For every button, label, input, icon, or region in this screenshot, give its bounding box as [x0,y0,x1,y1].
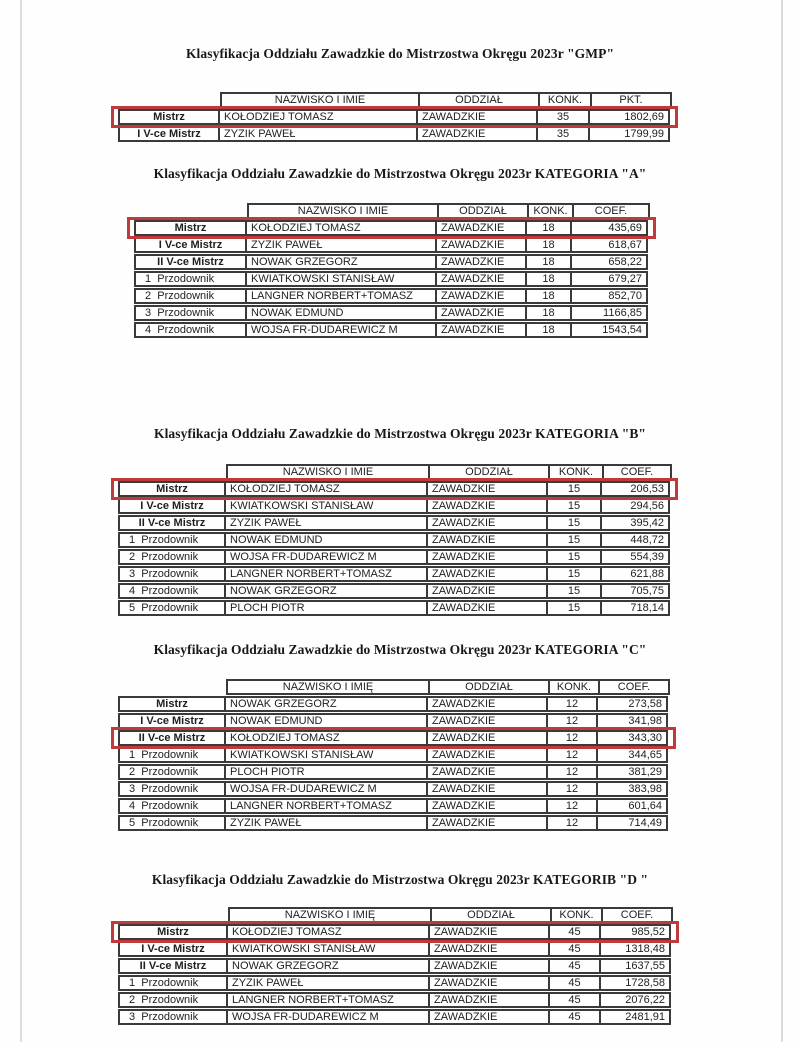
unit-cell: ZAWADZKIE [435,322,527,338]
name-cell: WOJSA FR-DUDAREWICZ M [224,549,428,565]
name-cell: ZYZIK PAWEŁ [226,975,430,991]
table-row [134,305,650,321]
column-header-unit: ODDZIAŁ [428,464,550,480]
score-cell: 448,72 [600,532,670,548]
classification-table-kategoria-b [118,464,672,616]
table-row [118,696,670,712]
name-cell: NOWAK GRZEGORZ [224,583,428,599]
table-row [134,254,650,270]
score-cell: 621,88 [600,566,670,582]
konk-cell: 45 [548,924,601,940]
unit-cell: ZAWADZKIE [426,600,548,616]
rank-cell: I V-ce Mistrz [118,126,220,142]
column-header-name: NAZWISKO I IMIE [226,464,430,480]
rank-cell: 4 Przodownik [118,583,226,599]
unit-cell: ZAWADZKIE [426,566,548,582]
rank-cell: I V-ce Mistrz [118,713,226,729]
classification-table-kategoria-c [118,679,670,831]
konk-cell: 45 [548,958,601,974]
name-cell: PLOCH PIOTR [224,764,428,780]
rank-cell: I V-ce Mistrz [134,237,247,253]
classification-table-kategoria-a [134,203,650,338]
unit-cell: ZAWADZKIE [428,924,550,940]
rank-cell: II V-ce Mistrz [134,254,247,270]
konk-cell: 15 [546,583,602,599]
rank-cell: 1 Przodownik [118,747,226,763]
highlighted-row [118,481,672,497]
table-title-kategorib-d: Klasyfikacja Oddziału Zawadzkie do Mistrzostwa Okręgu 2023r KATEGORIB "D " [151,872,649,887]
rank-cell: II V-ce Mistrz [118,515,226,531]
name-cell: NOWAK EDMUND [224,532,428,548]
konk-cell: 18 [525,305,572,321]
table-row [118,600,672,616]
name-cell: ZYZIK PAWEŁ [224,815,428,831]
score-cell: 601,64 [596,798,668,814]
konk-cell: 18 [525,288,572,304]
score-cell: 344,65 [596,747,668,763]
highlighted-row [118,109,672,125]
konk-cell: 12 [546,747,598,763]
name-cell: ZYZIK PAWEŁ [218,126,418,142]
konk-cell: 35 [536,109,590,125]
konk-cell: 15 [546,498,602,514]
table-row [118,798,670,814]
konk-cell: 12 [546,815,598,831]
name-cell: NOWAK GRZEGORZ [226,958,430,974]
score-cell: 383,98 [596,781,668,797]
table-row [118,713,670,729]
unit-cell: ZAWADZKIE [426,815,548,831]
column-header-name: NAZWISKO I IMIE [220,92,420,108]
column-header-score: COEF. [602,464,672,480]
konk-cell: 12 [546,696,598,712]
column-header-name: NAZWISKO I IMIĘ [228,907,432,923]
name-cell: KWIATKOWSKI STANISŁAW [224,747,428,763]
name-cell: KOŁODZIEJ TOMASZ [218,109,418,125]
name-cell: KOŁODZIEJ TOMASZ [224,481,428,497]
konk-cell: 12 [546,781,598,797]
name-cell: ZYZIK PAWEŁ [224,515,428,531]
unit-cell: ZAWADZKIE [426,730,548,746]
score-cell: 2481,91 [599,1009,671,1025]
column-header-name: NAZWISKO I IMIĘ [226,679,430,695]
konk-cell: 15 [546,481,602,497]
konk-cell: 45 [548,1009,601,1025]
table-row [134,271,650,287]
table-row [118,815,670,831]
table-row [118,747,670,763]
rank-cell: 3 Przodownik [118,1009,228,1025]
rank-cell: 2 Przodownik [134,288,247,304]
unit-cell: ZAWADZKIE [416,109,538,125]
score-cell: 658,22 [570,254,648,270]
score-cell: 985,52 [599,924,671,940]
table-row [118,498,672,514]
konk-cell: 18 [525,237,572,253]
konk-cell: 15 [546,549,602,565]
name-cell: LANGNER NORBERT+TOMASZ [224,566,428,582]
unit-cell: ZAWADZKIE [426,747,548,763]
highlighted-row [134,220,650,236]
rank-cell: Mistrz [118,481,226,497]
classification-table-gmp [118,92,672,142]
highlighted-row [118,924,673,940]
score-cell: 1543,54 [570,322,648,338]
konk-cell: 15 [546,566,602,582]
column-header-konk: KONK. [527,203,574,219]
table-row [118,764,670,780]
rank-cell: 1 Przodownik [134,271,247,287]
table-title-kategoria-b: Klasyfikacja Oddziału Zawadzkie do Mistrzostwa Okręgu 2023r KATEGORIA "B" [153,426,647,441]
column-header-konk: KONK. [538,92,592,108]
name-cell: KOŁODZIEJ TOMASZ [245,220,437,236]
score-cell: 718,14 [600,600,670,616]
rank-cell: I V-ce Mistrz [118,498,226,514]
table-row [134,288,650,304]
header-row [118,464,672,480]
unit-cell: ZAWADZKIE [435,220,527,236]
name-cell: WOJSA FR-DUDAREWICZ M [226,1009,430,1025]
konk-cell: 18 [525,322,572,338]
score-cell: 852,70 [570,288,648,304]
konk-cell: 12 [546,798,598,814]
header-spacer [134,203,247,219]
name-cell: ZYZIK PAWEŁ [245,237,437,253]
column-header-unit: ODDZIAŁ [437,203,529,219]
header-row [118,92,672,108]
column-header-unit: ODDZIAŁ [418,92,540,108]
score-cell: 381,29 [596,764,668,780]
table-row [118,975,673,991]
rank-cell: 4 Przodownik [118,798,226,814]
table-row [118,532,672,548]
column-header-unit: ODDZIAŁ [428,679,550,695]
rank-cell: Mistrz [118,696,226,712]
unit-cell: ZAWADZKIE [435,305,527,321]
rank-cell: 5 Przodownik [118,815,226,831]
column-header-score: PKT. [590,92,672,108]
classification-table-kategorib-d [118,907,673,1025]
score-cell: 679,27 [570,271,648,287]
table-title-kategoria-a: Klasyfikacja Oddziału Zawadzkie do Mistrzostwa Okręgu 2023r KATEGORIA "A" [153,166,647,181]
konk-cell: 45 [548,992,601,1008]
name-cell: NOWAK EDMUND [224,713,428,729]
score-cell: 1166,85 [570,305,648,321]
score-cell: 554,39 [600,549,670,565]
rank-cell: Mistrz [118,924,228,940]
table-title-gmp: Klasyfikacja Oddziału Zawadzkie do Mistrzostwa Okręgu 2023r "GMP" [185,46,615,61]
score-cell: 341,98 [596,713,668,729]
unit-cell: ZAWADZKIE [426,515,548,531]
rank-cell: 2 Przodownik [118,764,226,780]
konk-cell: 12 [546,764,598,780]
score-cell: 1318,48 [599,941,671,957]
unit-cell: ZAWADZKIE [435,237,527,253]
score-cell: 343,30 [596,730,668,746]
unit-cell: ZAWADZKIE [426,764,548,780]
table-row [118,583,672,599]
konk-cell: 18 [525,220,572,236]
unit-cell: ZAWADZKIE [435,254,527,270]
konk-cell: 45 [548,975,601,991]
score-cell: 206,53 [600,481,670,497]
table-row [118,958,673,974]
score-cell: 294,56 [600,498,670,514]
konk-cell: 12 [546,730,598,746]
table-row [118,941,673,957]
unit-cell: ZAWADZKIE [428,941,550,957]
column-header-konk: KONK. [550,907,603,923]
table-row [118,549,672,565]
table-row [118,126,672,142]
header-spacer [118,679,226,695]
table-row [118,992,673,1008]
score-cell: 618,67 [570,237,648,253]
column-header-score: COEF. [572,203,650,219]
column-header-konk: KONK. [548,464,604,480]
rank-cell: 3 Przodownik [134,305,247,321]
konk-cell: 12 [546,713,598,729]
name-cell: LANGNER NORBERT+TOMASZ [224,798,428,814]
header-row [134,203,650,219]
name-cell: KWIATKOWSKI STANISŁAW [245,271,437,287]
table-row [134,322,650,338]
rank-cell: II V-ce Mistrz [118,958,228,974]
unit-cell: ZAWADZKIE [435,288,527,304]
konk-cell: 15 [546,515,602,531]
konk-cell: 15 [546,600,602,616]
rank-cell: 3 Przodownik [118,566,226,582]
header-spacer [118,92,220,108]
konk-cell: 18 [525,254,572,270]
unit-cell: ZAWADZKIE [426,583,548,599]
column-header-name: NAZWISKO I IMIE [247,203,439,219]
name-cell: WOJSA FR-DUDAREWICZ M [245,322,437,338]
rank-cell: Mistrz [118,109,220,125]
name-cell: LANGNER NORBERT+TOMASZ [245,288,437,304]
unit-cell: ZAWADZKIE [435,271,527,287]
header-row [118,907,673,923]
name-cell: KWIATKOWSKI STANISŁAW [226,941,430,957]
score-cell: 395,42 [600,515,670,531]
table-row [118,515,672,531]
rank-cell: II V-ce Mistrz [118,730,226,746]
name-cell: KWIATKOWSKI STANISŁAW [224,498,428,514]
table-row [118,781,670,797]
rank-cell: 2 Przodownik [118,549,226,565]
unit-cell: ZAWADZKIE [426,532,548,548]
score-cell: 1799,99 [588,126,670,142]
score-cell: 714,49 [596,815,668,831]
unit-cell: ZAWADZKIE [428,975,550,991]
header-row [118,679,670,695]
name-cell: PLOCH PIOTR [224,600,428,616]
column-header-konk: KONK. [548,679,600,695]
unit-cell: ZAWADZKIE [428,1009,550,1025]
unit-cell: ZAWADZKIE [428,958,550,974]
score-cell: 705,75 [600,583,670,599]
table-row [118,1009,673,1025]
rank-cell: 2 Przodownik [118,992,228,1008]
rank-cell: 1 Przodownik [118,975,228,991]
score-cell: 273,58 [596,696,668,712]
name-cell: NOWAK GRZEGORZ [245,254,437,270]
name-cell: NOWAK GRZEGORZ [224,696,428,712]
score-cell: 435,69 [570,220,648,236]
rank-cell: 5 Przodownik [118,600,226,616]
name-cell: KOŁODZIEJ TOMASZ [226,924,430,940]
table-row [134,237,650,253]
name-cell: LANGNER NORBERT+TOMASZ [226,992,430,1008]
table-title-kategoria-c: Klasyfikacja Oddziału Zawadzkie do Mistrzostwa Okręgu 2023r KATEGORIA "C" [153,642,647,657]
score-cell: 1728,58 [599,975,671,991]
table-row [118,566,672,582]
name-cell: WOJSA FR-DUDAREWICZ M [224,781,428,797]
unit-cell: ZAWADZKIE [426,498,548,514]
rank-cell: Mistrz [134,220,247,236]
unit-cell: ZAWADZKIE [426,781,548,797]
konk-cell: 15 [546,532,602,548]
header-spacer [118,907,228,923]
unit-cell: ZAWADZKIE [426,696,548,712]
rank-cell: 4 Przodownik [134,322,247,338]
rank-cell: 1 Przodownik [118,532,226,548]
unit-cell: ZAWADZKIE [426,798,548,814]
unit-cell: ZAWADZKIE [426,713,548,729]
rank-cell: I V-ce Mistrz [118,941,228,957]
konk-cell: 35 [536,126,590,142]
column-header-unit: ODDZIAŁ [430,907,552,923]
column-header-score: COEF. [601,907,673,923]
konk-cell: 18 [525,271,572,287]
score-cell: 1802,69 [588,109,670,125]
unit-cell: ZAWADZKIE [416,126,538,142]
unit-cell: ZAWADZKIE [426,549,548,565]
header-spacer [118,464,226,480]
name-cell: KOŁODZIEJ TOMASZ [224,730,428,746]
highlighted-row [118,730,670,746]
unit-cell: ZAWADZKIE [426,481,548,497]
name-cell: NOWAK EDMUND [245,305,437,321]
score-cell: 2076,22 [599,992,671,1008]
column-header-score: COEF. [598,679,670,695]
konk-cell: 45 [548,941,601,957]
unit-cell: ZAWADZKIE [428,992,550,1008]
score-cell: 1637,55 [599,958,671,974]
rank-cell: 3 Przodownik [118,781,226,797]
